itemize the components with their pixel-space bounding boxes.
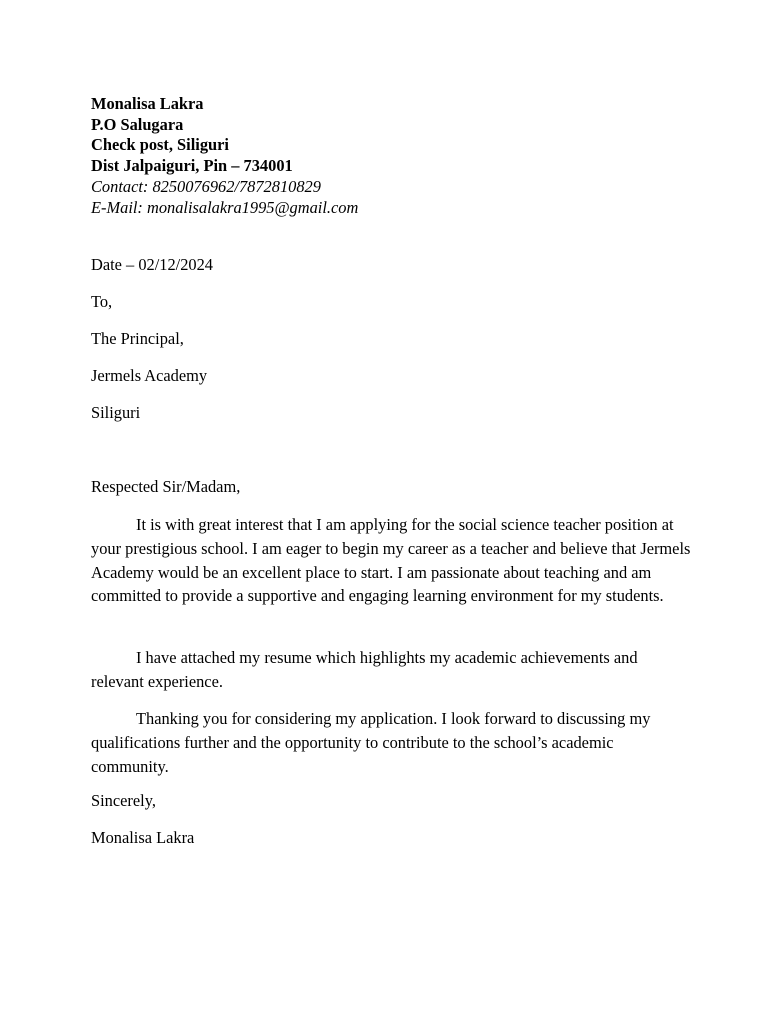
recipient-to: To, [91, 292, 113, 311]
sender-name: Monalisa Lakra [91, 94, 204, 113]
salutation: Respected Sir/Madam, [91, 477, 241, 496]
sender-address-line-3: Dist Jalpaiguri, Pin – 734001 [91, 156, 293, 175]
body-paragraph-3: Thanking you for considering my application. I look forward to discussing my qualifications further and the opportunity to contribute to the school’s academic community. [91, 709, 651, 776]
body-paragraph-1: It is with great interest that I am applying for the social science teacher position at your prestigious school. I am eager to begin my career as a teacher and believe that Jermels Academy would be an excellent place to start. I am passionate about teaching and am committed to provide a supportive and engaging learning environment for my students. [91, 515, 691, 606]
sender-address-line-1: P.O Salugara [91, 115, 184, 134]
sender-email: E-Mail: monalisalakra1995@gmail.com [91, 198, 359, 217]
recipient-city: Siliguri [91, 403, 141, 422]
recipient-institution: Jermels Academy [91, 366, 208, 385]
recipient-title: The Principal, [91, 329, 184, 348]
closing: Sincerely, [91, 791, 156, 810]
sender-contact: Contact: 8250076962/7872810829 [91, 177, 321, 196]
letter-date: Date – 02/12/2024 [91, 255, 214, 274]
body-paragraph-2: I have attached my resume which highlights my academic achievements and relevant experience. [91, 648, 638, 691]
signature-name: Monalisa Lakra [91, 828, 195, 847]
sender-address-line-2: Check post, Siliguri [91, 135, 229, 154]
